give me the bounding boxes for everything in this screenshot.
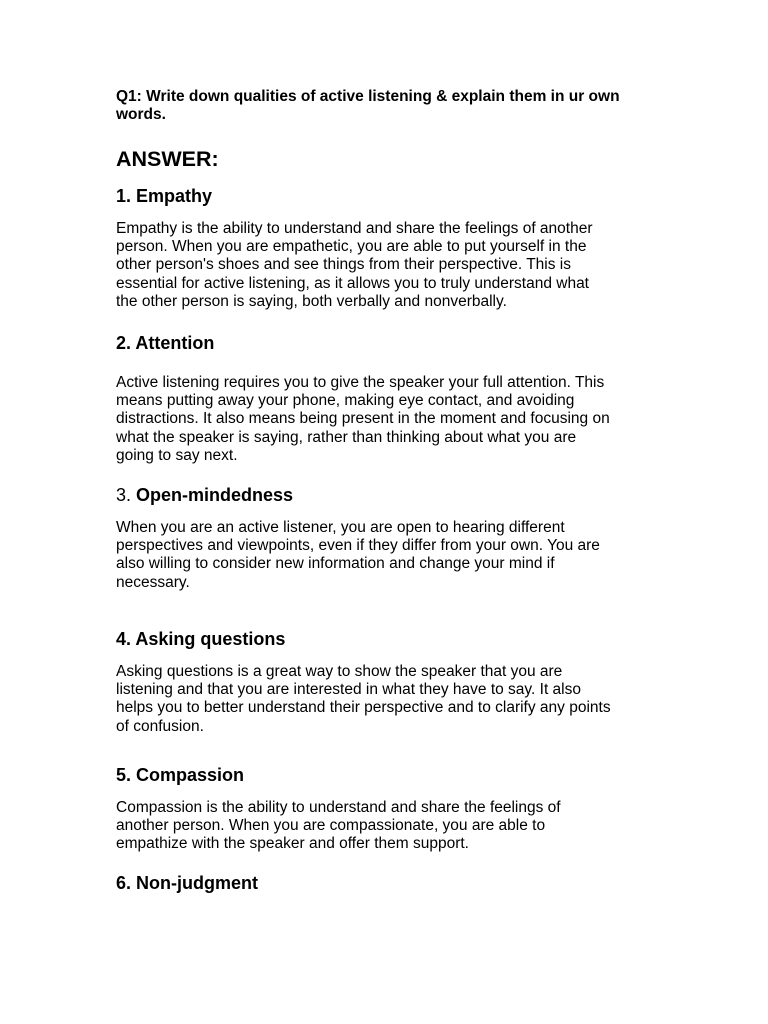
paragraph-line: listening and that you are interested in what they have to say. It also [116, 681, 581, 699]
paragraph-line: means putting away your phone, making eye contact, and avoiding [116, 392, 575, 410]
section-heading-attention [116, 332, 214, 354]
section-paragraph-attention [116, 374, 661, 465]
section-paragraph-compassion [116, 799, 661, 854]
section-title: Asking questions [135, 629, 286, 649]
section-number: 2. [116, 333, 132, 353]
section-heading-empathy [116, 185, 212, 207]
paragraph-line: Asking questions is a great way to show the speaker that you are [116, 663, 563, 680]
section-title: Open-mindedness [136, 485, 294, 505]
paragraph-line: When you are an active listener, you are open to hearing different [116, 519, 565, 536]
section-number: 1. [116, 186, 132, 206]
section-title: Compassion [136, 765, 245, 785]
paragraph-line: other person's shoes and see things from their perspective. This is [116, 256, 571, 274]
section-heading-non-judgment [116, 872, 258, 894]
paragraph-line: Compassion is the ability to understand and share the feelings of [116, 799, 561, 816]
section-number: 6. [116, 873, 132, 893]
paragraph-line: helps you to better understand their perspective and to clarify any points [116, 699, 611, 717]
paragraph-line: going to say next. [116, 446, 238, 464]
section-heading-asking-questions [116, 628, 285, 650]
section-number: 3. [116, 485, 132, 505]
paragraph-line: empathize with the speaker and offer them support. [116, 835, 469, 853]
section-paragraph-empathy [116, 220, 661, 311]
paragraph-line: Active listening requires you to give the speaker your full attention. This [116, 374, 605, 391]
paragraph-line: also willing to consider new information and change your mind if [116, 555, 555, 573]
paragraph-line: Empathy is the ability to understand and share the feelings of another [116, 220, 593, 237]
paragraph-line: what the speaker is saying, rather than thinking about what you are [116, 428, 577, 446]
paragraph-line: necessary. [116, 573, 190, 591]
section-title: Empathy [136, 186, 213, 206]
section-title: Non-judgment [136, 873, 259, 893]
section-heading-compassion [116, 764, 244, 786]
paragraph-line: distractions. It also means being present in the moment and focusing on [116, 410, 610, 428]
paragraph-line: of confusion. [116, 717, 204, 735]
paragraph-line: the other person is saying, both verbally and nonverbally. [116, 292, 507, 310]
paragraph-line: essential for active listening, as it allows you to truly understand what [116, 274, 589, 292]
answer-label: ANSWER: [116, 147, 219, 171]
paragraph-line: person. When you are empathetic, you are able to put yourself in the [116, 238, 587, 256]
section-number: 5. [116, 765, 132, 785]
paragraph-line: another person. When you are compassionate, you are able to [116, 817, 546, 835]
section-number: 4. [116, 629, 132, 649]
question-text: Q1: Write down qualities of active listening & explain them in ur own words. [116, 88, 620, 123]
section-title: Attention [135, 333, 215, 353]
paragraph-line: perspectives and viewpoints, even if they differ from your own. You are [116, 537, 600, 555]
section-paragraph-asking-questions [116, 663, 661, 736]
section-paragraph-open-mindedness [116, 519, 661, 592]
section-heading-open-mindedness [116, 484, 293, 506]
